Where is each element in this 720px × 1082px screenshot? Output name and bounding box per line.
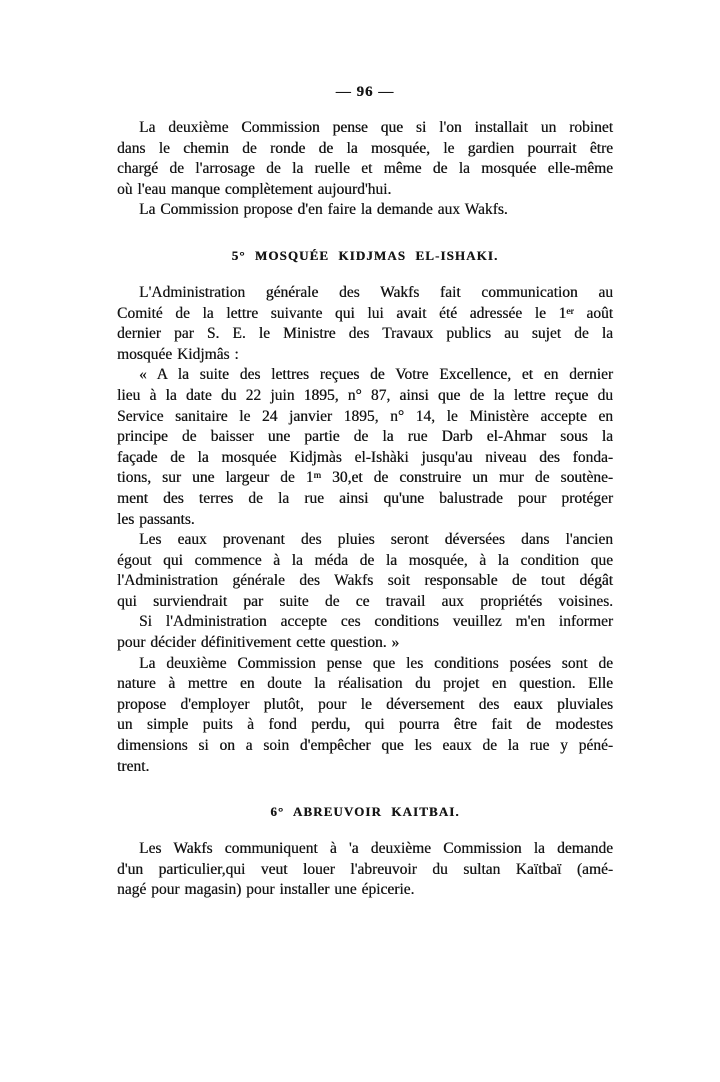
text-line: La deuxième Commission pense que si l'on installait un robinet xyxy=(139,119,613,136)
text-line: qui surviendrait par suite de ce travail aux propriétés voisines. xyxy=(117,592,613,610)
paragraph xyxy=(117,200,613,221)
text-line: La deuxième Commission pense que les conditions posées sont de xyxy=(139,654,613,672)
text-line: Les eaux provenant des pluies seront déversées dans l'ancien xyxy=(139,531,613,549)
text-line: d'un particulier,qui veut louer l'abreuvoir du sultan Kaïtbaï (amé- xyxy=(117,860,613,878)
text-line: trent. xyxy=(117,757,150,775)
text-line: La Commission propose d'en faire la demande aux Wakfs. xyxy=(139,201,508,219)
text-line: Les Wakfs communiquent à 'a deuxième Commission la demande xyxy=(139,840,613,858)
text-line: égout qui commence à la méda de la mosquée, à la condition que xyxy=(117,551,613,569)
text-line: dans le chemin de ronde de la mosquée, le gardien pourrait être xyxy=(117,139,613,157)
paragraph xyxy=(117,283,613,365)
text-blocks xyxy=(117,118,613,901)
paragraph xyxy=(117,530,613,612)
section-heading: 6° ABREUVOIR KAITBAI. xyxy=(270,804,460,820)
text-line: dimensions si on a soin d'empêcher que les eaux de la rue y péné- xyxy=(117,737,613,755)
text-line: L'Administration générale des Wakfs fait communication au xyxy=(139,283,613,301)
text-line: les passants. xyxy=(117,510,195,528)
text-line: pour décider définitivement cette question. » xyxy=(117,634,400,652)
text-line: ment des terres de la rue ainsi qu'une balustrade pour protéger xyxy=(117,489,613,507)
text-line: où l'eau manque complètement aujourd'hui. xyxy=(117,180,392,198)
page-number: — 96 — xyxy=(335,84,395,100)
text-line: Si l'Administration accepte ces conditions veuillez m'en informer xyxy=(139,613,613,631)
text-line: Service sanitaire le 24 janvier 1895, n° 14, le Ministère accepte en xyxy=(117,407,613,425)
paragraph xyxy=(117,118,613,200)
text-line: un simple puits à fond perdu, qui pourra être fait de modestes xyxy=(117,716,613,734)
text-line: mosquée Kidjmâs : xyxy=(117,345,239,363)
section-heading: 5° MOSQUÉE KIDJMAS EL-ISHAKI. xyxy=(231,247,499,263)
text-line: nature à mettre en doute la réalisation du projet en question. Elle xyxy=(117,675,613,693)
paragraph xyxy=(117,839,613,901)
text-line: façade de la mosquée Kidjmàs el-Ishàki jusqu'au niveau des fonda- xyxy=(117,448,613,466)
text-line: propose d'employer plutôt, pour le déversement des eaux pluviales xyxy=(117,695,613,713)
paragraph xyxy=(117,365,613,530)
paragraph xyxy=(117,654,613,778)
text-line: principe de baisser une partie de la rue Darb el-Ahmar sous la xyxy=(117,428,613,446)
text-line: dernier par S. E. le Ministre des Travaux publics au sujet de la xyxy=(117,325,613,343)
text-line: chargé de l'arrosage de la ruelle et même de la mosquée elle-même xyxy=(117,160,613,178)
text-line: l'Administration générale des Wakfs soit responsable de tout dégât xyxy=(117,572,613,590)
text-line: Comité de la lettre suivante qui lui avait été adressée le 1er août xyxy=(117,304,613,322)
text-line: tions, sur une largeur de 1$^m$ 30,et de construire un mur de soutène- xyxy=(117,469,613,487)
text-line: lieu à la date du 22 juin 1895, n° 87, ainsi que de la lettre reçue du xyxy=(117,386,613,404)
text-line: « A la suite des lettres reçues de Votre Excellence, et en dernier xyxy=(139,366,613,384)
text-column xyxy=(117,84,613,901)
text-line: nagé pour magasin) pour installer une épicerie. xyxy=(117,881,415,899)
paragraph xyxy=(117,612,613,653)
